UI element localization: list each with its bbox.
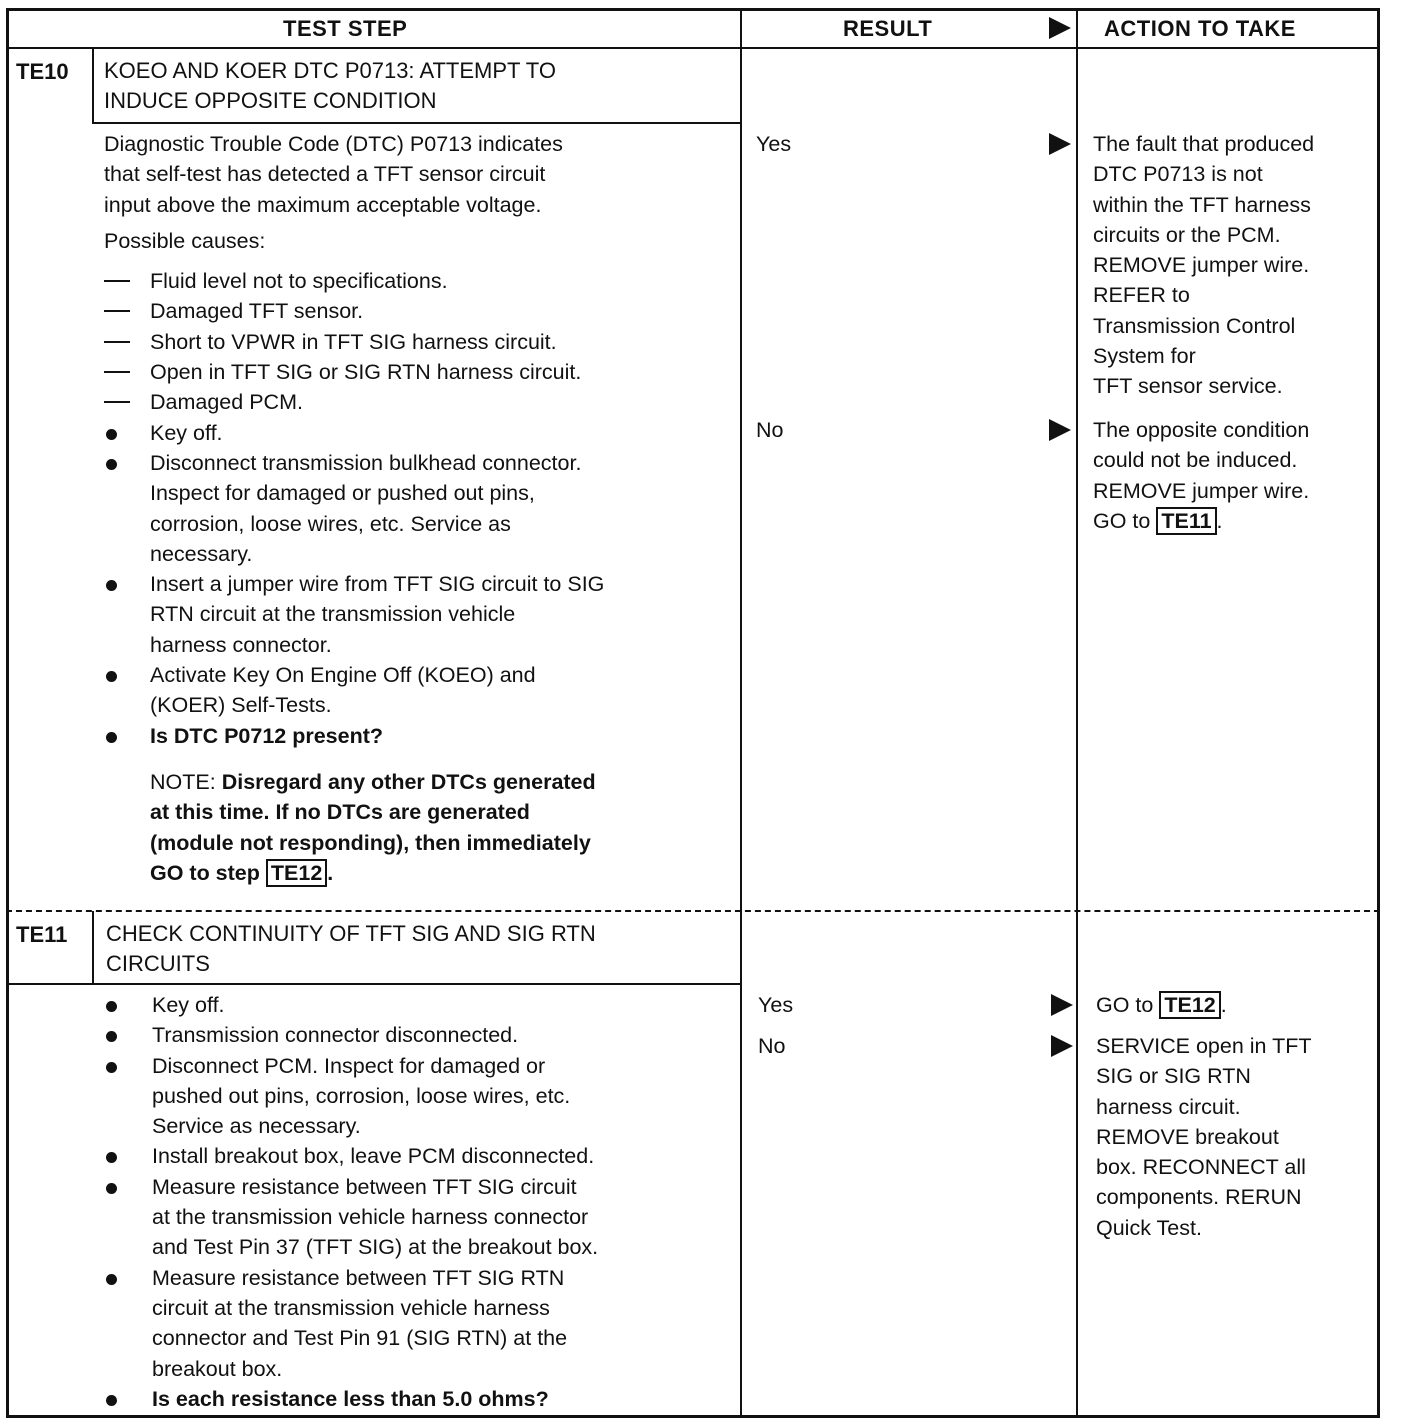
te11-yes-arrow-icon — [1051, 994, 1073, 1016]
bullet-icon — [106, 429, 117, 440]
result-column-divider — [740, 8, 742, 1418]
te11-title-line: CHECK CONTINUITY OF TFT SIG AND SIG RTN — [106, 921, 596, 946]
te10-step-item: Disconnect transmission bulkhead connector. Inspect for damaged or pushed out pins, corrosion, loose wires, etc. Service as necessary. — [106, 448, 734, 569]
bullet-icon — [106, 1274, 117, 1285]
dash-icon — [104, 310, 130, 312]
bullet-icon — [106, 1152, 117, 1163]
te10-cause-item: Open in TFT SIG or SIG RTN harness circuit. — [104, 357, 734, 387]
te11-title-divider — [8, 983, 740, 985]
te11-title-line: CIRCUITS — [106, 951, 210, 976]
te10-title-line: INDUCE OPPOSITE CONDITION — [104, 88, 437, 113]
te10-cause-item: Fluid level not to specifications. — [104, 266, 734, 296]
te10-step-item: Insert a jumper wire from TFT SIG circuit to SIG RTN circuit at the transmission vehicle harness connector. — [106, 569, 734, 660]
te10-result-yes: Yes — [756, 132, 792, 156]
te10-intro-line: input above the maximum acceptable voltage. — [104, 192, 542, 217]
te10-cause-item: Damaged TFT sensor. — [104, 296, 734, 326]
bullet-icon — [106, 459, 117, 470]
bullet-icon — [106, 1062, 117, 1073]
te11-id-divider — [92, 911, 94, 984]
te10-title — [104, 56, 556, 116]
te10-title-divider — [92, 122, 740, 124]
te10-causes-label: Possible causes: — [104, 228, 266, 253]
te10-intro-line: that self-test has detected a TFT sensor circuit — [104, 162, 546, 187]
te10-action-yes: The fault that produced DTC P0713 is not within the TFT harness circuits or the PCM. REMOVE jumper wire. REFER to Transmission Control System for TFT sensor service. — [1093, 132, 1315, 399]
bullet-icon — [106, 1001, 117, 1012]
bullet-icon — [106, 580, 117, 591]
te10-action-no: The opposite condition could not be induced. REMOVE jumper wire. GO to TE11 . — [1093, 418, 1310, 533]
dash-icon — [104, 280, 130, 282]
te10-no-arrow-icon — [1049, 419, 1071, 441]
bullet-icon — [106, 1031, 117, 1042]
te11-step-item: Transmission connector disconnected. — [106, 1020, 734, 1050]
bullet-icon — [106, 732, 117, 743]
te10-yes-arrow-icon — [1049, 133, 1071, 155]
te11-step-id: TE11 — [16, 922, 68, 947]
te10-title-line: KOEO AND KOER DTC P0713: ATTEMPT TO — [104, 58, 556, 83]
te12-link[interactable]: TE12 — [1159, 991, 1220, 1019]
dash-icon — [104, 401, 130, 403]
action-column-divider — [1076, 8, 1078, 1418]
bullet-icon — [106, 1183, 117, 1194]
te10-result-no: No — [756, 418, 784, 442]
te10-step-item: Key off. — [106, 418, 734, 448]
te11-no-arrow-icon — [1051, 1035, 1073, 1057]
bullet-icon — [106, 671, 117, 682]
te10-cause-item: Damaged PCM. — [104, 387, 734, 417]
te10-body — [104, 129, 734, 888]
te10-intro-line: Diagnostic Trouble Code (DTC) P0713 indicates — [104, 132, 563, 156]
te11-result-no: No — [758, 1034, 786, 1058]
header-action: ACTION TO TAKE — [1104, 16, 1296, 41]
te10-cause-item: Short to VPWR in TFT SIG harness circuit. — [104, 327, 734, 357]
header-result: RESULT — [843, 16, 933, 41]
dash-icon — [104, 341, 130, 343]
bullet-icon — [106, 1395, 117, 1406]
dash-icon — [104, 371, 130, 373]
te10-step-id: TE10 — [16, 59, 69, 84]
header-arrow-icon — [1049, 17, 1071, 39]
te11-title — [106, 919, 596, 979]
te10-id-divider — [92, 47, 94, 123]
te11-body — [104, 990, 734, 1414]
te11-result-yes: Yes — [758, 993, 794, 1017]
te11-step-item: Measure resistance between TFT SIG circuit at the transmission vehicle harness connector and Test Pin 37 (TFT SIG) at the breakout box. — [106, 1172, 734, 1263]
te11-action-yes: GO to TE12 . — [1096, 993, 1227, 1017]
te10-question: Is DTC P0712 present? — [106, 721, 734, 751]
te11-question: Is each resistance less than 5.0 ohms? — [106, 1384, 734, 1414]
te10-note: NOTE: Disregard any other DTCs generated at this time. If no DTCs are generated (module not responding), then immediately GO to step TE12 . — [150, 769, 596, 885]
te11-step-item: Measure resistance between TFT SIG RTN circuit at the transmission vehicle harness connector and Test Pin 91 (SIG RTN) at the breakout box. — [106, 1263, 734, 1384]
te11-action-no: SERVICE open in TFT SIG or SIG RTN harness circuit. REMOVE breakout box. RECONNECT all components. RERUN Quick Test. — [1096, 1034, 1312, 1240]
te11-link[interactable]: TE11 — [1156, 507, 1216, 535]
header-divider — [6, 47, 1380, 49]
header-test-step: TEST STEP — [283, 16, 408, 41]
step-divider — [6, 910, 1380, 912]
te12-link[interactable]: TE12 — [266, 859, 327, 887]
te11-step-item: Disconnect PCM. Inspect for damaged or pushed out pins, corrosion, loose wires, etc. Service as necessary. — [106, 1051, 734, 1142]
te11-step-item: Key off. — [106, 990, 734, 1020]
te11-step-item: Install breakout box, leave PCM disconnected. — [106, 1141, 734, 1171]
te10-step-item: Activate Key On Engine Off (KOEO) and (KOER) Self-Tests. — [106, 660, 734, 721]
